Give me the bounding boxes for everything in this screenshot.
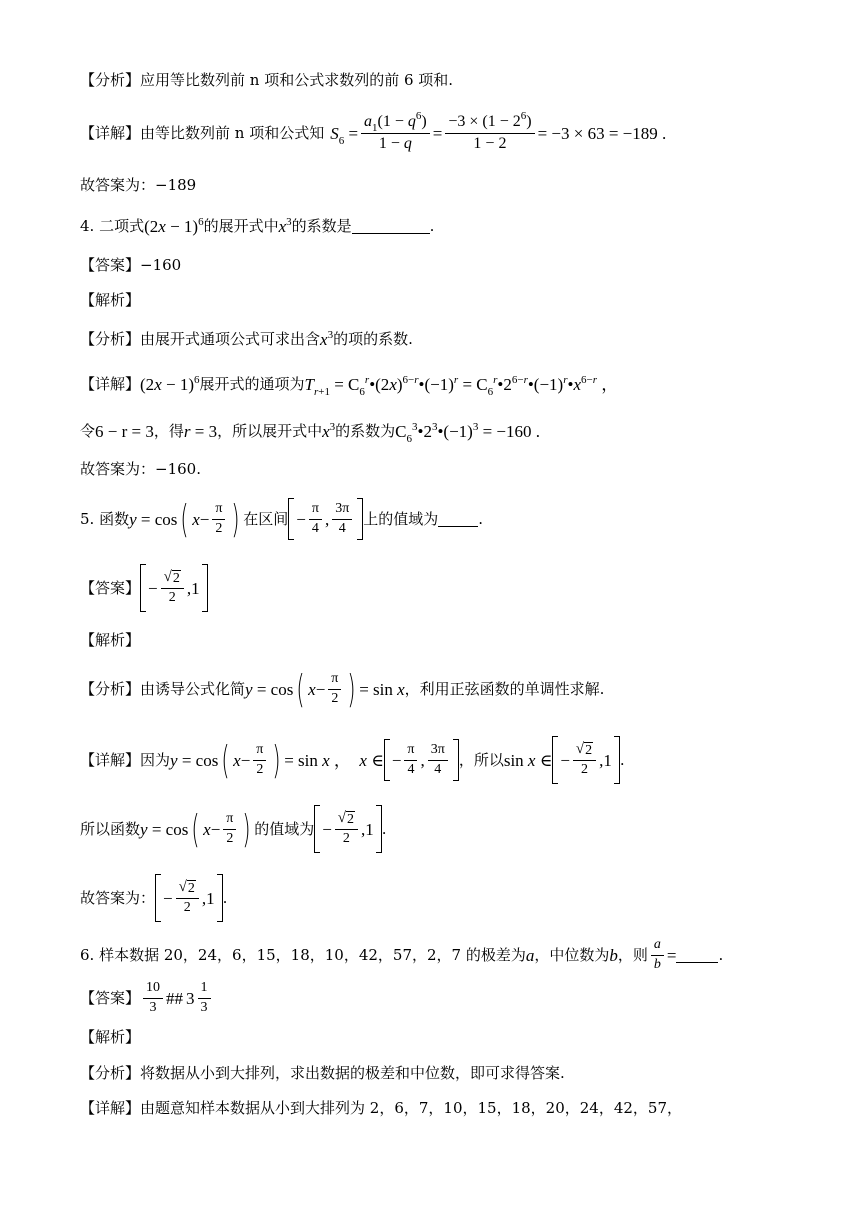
q3-detail: 【详解】由等比数列前 n 项和公式知 $S_6$ = $\frac{a_1(1 - q^6)}{1 - q}$ = $\frac{-3 \times (1 - 2^6)}{1 - 2}$ = −3 × 63 = −189 . bbox=[80, 110, 667, 152]
q6-answer-sep: ## bbox=[166, 988, 184, 1008]
q4-line2-a: 令 bbox=[80, 422, 96, 440]
q6-stem-text: 6. 样本数据 20，24，6，15，18，10，42，57，2，7 的极差为 bbox=[80, 945, 526, 964]
q4-final: 故答案为：−160. bbox=[80, 460, 201, 478]
q4-answer: 【答案】−160 bbox=[80, 256, 182, 274]
q4-jiexi: 【解析】 bbox=[80, 291, 141, 309]
q5-analysis-suffix: ，利用正弦函数的单调性求解. bbox=[404, 679, 605, 698]
q4-stem: 4. 二项式 $(2x - 1)^6$ 的展开式中 x $^3$ 的系数是 . bbox=[80, 216, 435, 236]
q5-answer-label: 【答案】 bbox=[80, 578, 141, 597]
q5-detail-prefix: 【详解】因为 bbox=[80, 750, 171, 769]
q4-line2-b: ，得 bbox=[153, 422, 184, 440]
q3-final: 故答案为：−189 bbox=[80, 176, 197, 194]
answer-blank bbox=[438, 512, 478, 527]
q5-jiexi: 【解析】 bbox=[80, 631, 141, 649]
q6-analysis: 【分析】将数据从小到大排列，求出数据的极差和中位数，即可求得答案. bbox=[80, 1064, 565, 1082]
q5-stem-mid: 在区间 bbox=[243, 509, 289, 528]
q5-answer: 【答案】 − √ 2 2 ,1 bbox=[80, 564, 208, 612]
q4-detail-prefix: 【详解】 bbox=[80, 375, 141, 393]
q5-detail-mid: ，所以 bbox=[458, 750, 504, 769]
q5-final-prefix: 故答案为： bbox=[80, 888, 156, 907]
q5-line2-mid: 的值域为 bbox=[254, 819, 315, 838]
q5-final: 故答案为： − √ 2 2 ,1 . bbox=[80, 874, 227, 922]
q4-detail-line2: 令 6 − r = 3 ，得 r = 3 ，所以展开式中 x $^3$ 的系数为 $C_6^3•2^3•(-1)^3 = -160$ . bbox=[80, 421, 541, 445]
answer-blank bbox=[352, 219, 430, 234]
q4-stem-suffix: 的系数是 bbox=[291, 217, 352, 235]
q5-analysis-prefix: 【分析】由诱导公式化简 bbox=[80, 679, 246, 698]
q6-detail: 【详解】由题意知样本数据从小到大排列为 2，6，7，10，15，18，20，24，42，57， bbox=[80, 1099, 683, 1117]
q5-analysis: 【分析】由诱导公式化简 y = cos ( x − $\frac{\pi}{2}$ ) = sin x ，利用正弦函数的单调性求解. bbox=[80, 667, 605, 711]
q4-line2-d: 的系数为 bbox=[335, 422, 396, 440]
q6-stem-mid: ，中位数为 bbox=[534, 945, 610, 964]
q5-stem-prefix: 5. 函数 bbox=[80, 509, 130, 528]
q4-detail-mid: 展开式的通项为 bbox=[199, 375, 305, 393]
q4-detail: 【详解】 $(2x - 1)^6$ 展开式的通项为 $T_{r+1}$ = $C_6^r•(2x)^{6-r}•(-1)^r$ = $C_6^r•2^{6-r}•(-1)^r•x^{6-r}$ ， bbox=[80, 374, 619, 398]
q4-line2-c: ，所以展开式中 bbox=[217, 422, 323, 440]
q6-stem: 6. 样本数据 20，24，6，15，18，10，42，57，2，7 的极差为 a ，中位数为 b ，则 $\frac{a}{b}$ = . bbox=[80, 937, 724, 972]
q5-line2-prefix: 所以函数 bbox=[80, 819, 141, 838]
q3-detail-prefix: 【详解】由等比数列前 n 项和公式知 bbox=[80, 123, 325, 142]
q4-analysis-suffix: 的项的系数. bbox=[333, 330, 413, 348]
q6-answer-label: 【答案】 bbox=[80, 988, 141, 1007]
q4-analysis-prefix: 【分析】由展开式通项公式可求出含 bbox=[80, 330, 321, 348]
q5-detail-line2: 所以函数 y = cos ( x − $\frac{\pi}{2}$ ) 的值域为 − √ 2 2 ,1 . bbox=[80, 807, 387, 851]
q6-stem-mid2: ，则 bbox=[617, 945, 648, 964]
q5-detail: 【详解】因为 y = cos ( x − $\frac{\pi}{2}$ ) = sin x ， x ∈ − $\frac{\pi}{4}$ , $\frac{3\pi}{4}$ ，所以 sin x ∈ − √ 2 2 ,1 . bbox=[80, 738, 625, 782]
q6-answer: 【答案】 $\frac{10}{3}$ ## 3 $\frac{1}{3}$ bbox=[80, 981, 214, 1015]
q3-analysis: 【分析】应用等比数列前 n 项和公式求数列的前 6 项和. bbox=[80, 71, 454, 89]
answer-blank bbox=[676, 948, 718, 963]
q4-stem-mid: 的展开式中 bbox=[203, 217, 279, 235]
q5-stem: 5. 函数 y = cos ( x − $\frac{\pi}{2}$ ) 在区间 − $\frac{\pi}{4}$ , $\frac{3\pi}{4}$ 上的值域为 . bbox=[80, 497, 484, 541]
q4-stem-prefix: 4. 二项式 bbox=[80, 217, 145, 235]
q5-stem-suffix: 上的值域为 bbox=[363, 509, 439, 528]
q4-analysis: 【分析】由展开式通项公式可求出含 x $^3$ 的项的系数. bbox=[80, 329, 413, 349]
q6-jiexi: 【解析】 bbox=[80, 1028, 141, 1046]
